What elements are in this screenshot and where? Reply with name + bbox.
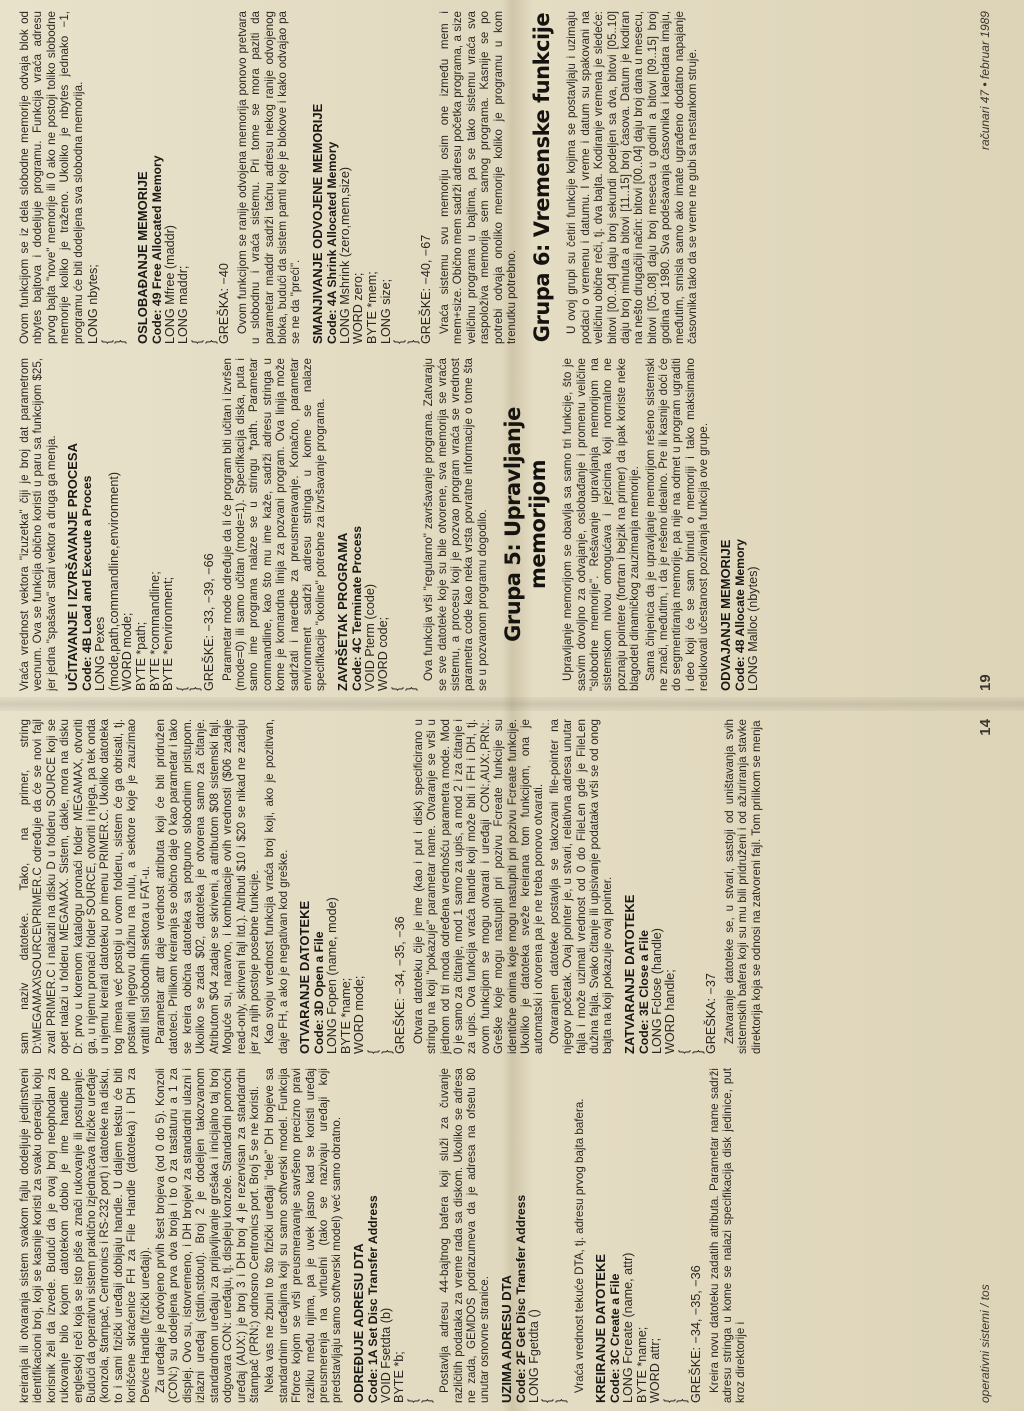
left-page [18,719,996,1403]
paragraph: Zatvaranje datoteke se, u stvari, sastoji od uništavanja svih sistemskih bafera koji su mu bili pridruženi i od ažuriranja stavke direktorija koja se odnosi na zatvoreni fajl. Tom prilikom se menja [722,719,763,1054]
function-code: Code: 4B Load and Execute a Proces [80,475,95,691]
code-declaration: LONG Fopen (name, mode) BYTE *name; WORD mode; { } GREŠKE: −34, −35, −36 [325,897,408,1054]
group-heading: Grupa 6: Vremenske funkcije [530,12,555,343]
issue-line: računari 47 • februar 1989 [978,11,992,150]
paragraph: sam naziv datoteke. Tako, na primer, string D:\MEGAMAX\SOURCE\PRIMER.C određuje da će se novi fajl zvati PRIMER.C i nalaziti na disku D u folderu SOURCE koji se opet nalazi u folderu MEGAMAX. Sistem, dakle, mora na disku D: prvo u korenom katalogu pronaći folder MEGAMAX, otvoriti ga, u njemu pronaći folder SOURCE, otvoriti i njega, pa tek onda u njemu kreirati datoteku po imenu PRIMER.C. Ukoliko datoteka tog imena već postoji u ovom folderu, sistem će ga obrisati, tj. postaviti njegovu dužinu na nulu, a sektore koje je zauzimao vratiti listi slobodnih sektora u FAT-u. [18,719,152,1054]
code-declaration: LONG Fcreate (name, attr) BYTE *name; WORD attr; { } GREŠKE: −34, −35, −36 [620,1252,703,1403]
section-title: SMANJIVANJE ODVOJENE MEMORIJE [309,103,325,344]
column-4 [18,11,968,344]
code-declaration: LONG nbytes; { } [86,264,128,344]
paragraph: kreiranja ili otvaranja sistem svakom fajlu dodeljuje jedinstveni identifikacioni broj, koji se kasnije koristi za svaku operaciju koju korisnik želi da izvede. Budući da je ovaj broj neophodan za rukovanje bilo kojom datotekom dobio je ime handle po engleskoj reči koja se isto piše a znači rukovanje ili postupanje. Budući da operativni sistem praktično izjednačava fizičke uređaje (konzola, štampač, Centronics i RS-232 port) i datoteke na disku, to i sami fizički uređaji dobijaju handle. U daljem tekstu će biti korišćene skraćenice FH za File Handle (datoteka) i DH za Device Handle (fizički uređaji). [18,1068,152,1403]
paragraph: Otvara datoteku čije je ime (kao i put i disk) specificirano u stringu na koji "pokazuje" parametar name. Otvaranje se vrši u jednom od tri moda određena vrednošću parametra mode. Mod 0 je samo za čitanje, mod 1 samo za upis, a mod 2 i za čitanje i za upis. Ova funkcija vraća handle koji može biti i FH i DH, tj. ovom funkcijom se mogu otvarati i uređaji CON:,AUX:,PRN:. Greške koje mogu nastupiti pri pozivu Fcreate funkcije su identične onima koje mogu nastupiti pri pozivu Fcreate funkcije. Ukoliko je datoteka sveže kreirana tom funkcijom, ona je automatski i otvorena pa je ne treba ponovo otvarati. [411,719,546,1054]
right-page [18,11,996,691]
paragraph: Neka vas ne zbuni to što fizički uređaji "dele" DH brojeve sa standardnim uređajima koji su samo softverski model. Funkcija Fforce kojom se vrši preusmeravanje savršeno precizno pravi razliku među njima, pa je uvek jasno kad se koristi uređaj preusmerenja na virtuelni (tako se nazivaju uređaji koji predstavljaju samo softverski model) već samo obratno. [263,1068,344,1403]
binding-gutter [0,697,1024,711]
paragraph: Kao svoju vrednost funkcija vraća broj koji, ako je pozitivan, daje FH, a ako je negativan kod greške. [263,719,290,1054]
page-number: 14 [976,719,994,736]
paragraph: Parametar mode određuje da li će program biti učitan i izvršen (mode=0) ili samo učitan (mode=1). Specifikacija diska, puta i samo ime programa nalaze se u stringu *path. Parametar commandline, kao što mu ime kaže, sadrži adresu stringa u kome je komandna linija za pozvani program. Ova linija može sadržati i naredbe za preusmeravanje. Konačno, parametar environment sadrži adresu stringa u kome se nalaze specifikacije "okoline" potrebne za izvršavanje programa. [220,358,328,691]
function-code: Code: 48 Allocate Memory [732,539,747,691]
column-1 [18,1068,968,1403]
section-title: OSLOBAĐANJE MEMORIJE [134,171,150,344]
paragraph: Kreira novu datoteku zadatih atributa. Parametar name sadrži adresu stringa u kome se nalazi specifikacija disk jedinice, put kroz direktorije i [707,1068,748,1403]
column-3 [18,358,968,691]
paragraph: Upravljanje memorijom se obavlja sa samo tri funkcije, što je sasvim dovoljno za odvajanje, oslobađanje i promenu veličine "slobodne memorije". Rešavanje upravljanja memorijom na sistemskom nivou omogućava i jezicima koji normalno ne poznaju pointere (fortran i bejzik na primer) da ipak koriste neke blagodeti dinamičkog zauzimanja memorije. [561,358,642,691]
paragraph: Vraća vrednost tekuće DTA, tj. adresu prvog bajta bafera. [572,1098,586,1393]
paragraph: Ovom funkcijom se iz dela slobodne memorije odvaja blok od nbytes bajtova i dodeljuje programu. Funkcija vraća adresu prvog bajta "nove" memorije ili 0 ako ne postoji toliko slobodne memorije koliko je traženo. Ukoliko je nbytes jednako −1, programu će biti dodeljena sva slobodna memorija. [18,11,85,344]
function-code: Code: 2F Get Disc Transfer Address [513,1194,528,1403]
left-page-columns [18,719,968,1403]
section-title: KREIRANJE DATOTEKE [592,1253,608,1403]
running-title: operativni sistemi / tos [978,1284,992,1403]
section-title: ZAVRŠETAK PROGRAMA [334,532,350,691]
section-title: ODVAJANJE MEMORIJE [717,539,733,691]
paragraph: Postavlja adresu 44-bajtnog bafera koji služi za čuvanje različitih podataka za vreme rada sa diskom. Ukoliko se adresa ne zada, GEMDOS podrazumeva da je adresa na ofsetu 80 unutar osnovne stranice. [438,1068,492,1403]
paragraph: Vraća vrednost vektora "izuzetka" čiji je broj dat parametrom vecnum. Ova se funkcija obično koristi u paru sa funkcijom $25, jer jedna "spašava" stari vektor a druga ga menja. [18,358,58,691]
section-title: ZATVARANJE DATOTEKE [621,894,637,1054]
function-code: Code: 49 Free Allocated Memory [149,155,164,344]
code-declaration: VOID Pterm (code) WORD code; { } [362,583,418,691]
code-declaration: LONG Fgetdta () { } [526,1309,568,1403]
section-title: OTVARANJE DATOTEKE [297,900,313,1054]
left-page-footer [974,719,996,1403]
paragraph: Ova funkcija vrši "regularno" završavanje programa. Zatvaraju se sve datoteke koje su bile otvorene, sva memorija se vraća sistemu, a procesu koji je pozvao program vraća se vrednost parametra code kao neka vrsta povratne informacije o tome šta se u pozvanom programu dogodilo. [422,358,489,691]
group-heading: Grupa 5: Upravljanje memorijom [501,407,551,642]
paragraph: U ovoj grupi su četiri funkcije kojima se postavljaju i uzimaju podaci o vremenu i datumu. I vreme i datum su spakovani na veličinu obične reči, tj. dva bajta. Kodiranje vremena je sledeće: bitovi [00..04] daju broj sekundi podeljen sa dva, bitovi [05..10] daju broj minuta a bitovi [11..15] broj časova. Datum je kodiran na nešto drugačiji način: bitovi [00..04] daju broj dana u mesecu, bitovi [05..08] daju broj meseca u godini a bitovi [09..15] broj godina od 1980. Sva podešavanja časovnika i kalendara imaju, međutim, smisla samo ako imate ugrađeno dodatno napajanje časovnika tako da se vreme ne gubi sa nestankom struje. [565,11,700,344]
code-declaration: LONG Malloc (nbytes) [745,566,760,691]
right-page-columns [18,11,968,691]
section-title: UZIMA ADRESU DTA [498,1274,514,1403]
function-code: Code: 4A Shrink Allocated Memory [324,141,339,344]
function-code: Code: 3C Create a File [607,1273,622,1403]
page-number: 19 [976,674,994,691]
section-title: UČITAVANJE I IZVRŠAVANJE PROCESA [65,443,81,691]
function-code: Code: 4C Terminate Process [349,525,364,691]
code-declaration: LONG Pexes (mode,path,commandline,environment) WORD mode; BYTE *path; BYTE *commandline; BYTE *environment; { } GREŠKE: −33, −39, −66 [93,471,216,691]
right-page-footer [974,11,996,691]
code-declaration: LONG Mfree (maddr) LONG maddr; { } GREŠKA: −40 [162,225,232,344]
section-title: ODREĐUJE ADRESU DTA [350,1243,366,1403]
function-code: Code: 3E Close a File [636,930,651,1054]
paragraph: Ovom funkcijom se ranije odvojena memorija ponovo pretvara u slobodnu i vraća sistemu. Pri tome se mora paziti da parametar maddr sadrži tačnu adresu nekog ranije odvojenog bloka, budući da sistem pamti koje je blokove i kako odvajao pa se ne da "preći". [235,11,303,344]
code-declaration: LONG Mshrink (zero,mem,size) WORD zero; BYTE *mem; LONG size; { } GREŠKE: −40, −67 [337,166,434,344]
paragraph: Parametar attr daje vrednost atributa koji će biti pridružen datoteci. Prilikom kreiranja se obično daje 0 kao parametar i tako se kreira obična datoteka sa potpuno slobodnim pristupom. Ukoliko se zada $02, datoteka je otvorena samo za čitanje. Atributom $04 zadaje se skriveni, a atributom $08 sistemski fajl. Moguće su, naravno, i kombinacije ovih vrednosti ($06 zadaje read-only, skriveni fajl itd.). Atributi $10 i $20 se nikad ne zadaju jer za njih postoje posebne funkcije. [154,719,261,1054]
paragraph: Otvaranjem datoteke postavlja se takozvani file-pointer na njegov početak. Ovaj pointer je, u stvari, relativna adresa unutar fajla i može uzimati vrednost od 0 do FileLen gde je FileLen dužina fajla. Svako čitanje ili upisivanje podataka vrši se od onog bajta na koji pokazuje ovaj pointer. [547,719,615,1054]
paragraph: Vraća sistemu svu memoriju osim one između mem i mem+size. Obično mem sadrži adresu početka programa, a size veličinu programa u bajtima, pa se tako sistemu vraća sva raspoloživa memorija sem samog programa. Kasnije se po potrebi odvaja onoliko memorije koliko je programu u kom trenutku potrebno. [437,11,518,344]
paragraph: Za uređaje je odvojeno prvih šest brojeva (od 0 do 5). Konzoli (CON:) su dodeljena prva dva broja i to 0 za tastaturu a 1 za displej. Ovo su, istovremeno, i DH brojevi za standardni ulazni i izlazni uređaj (stdin,stdout). Broj 2 je dodeljen takozvanom standardnom uređaju za prijavljivanje grešaka i inicijalno taj broj odgovara CON: uređaju, tj. displeju konzole. Standardni pomoćni uređaj (AUX:) je broj 3 i DH broj 4 je rezervisan za standardni štampač (PRN:) odnosno Centronics port. Broj 5 se ne koristi. [154,1068,261,1403]
function-code: Code: 1A Set Disc Transfer Address [365,1195,380,1403]
paragraph: Sama činjenica da je upravljanje memorijom rešeno sistemski ne znači, međutim, i da je rešeno idealno. Pre ili kasnije doći će do segmentiranja memorije, pa nije na odmet u program ugraditi i deo koji će se sam brinuti o memoriji i tako maksimalno redukovati učestanost poziivanja funkcija ove grupe. [643,358,711,691]
function-code: Code: 3D Open a File [312,931,327,1054]
code-declaration: LONG Fclose (handle) WORD handle; { } GREŠKA: −37 [649,928,719,1054]
column-2 [18,719,968,1054]
code-declaration: VOID Fsetdta (b) BYTE *b; { } [378,1307,434,1403]
